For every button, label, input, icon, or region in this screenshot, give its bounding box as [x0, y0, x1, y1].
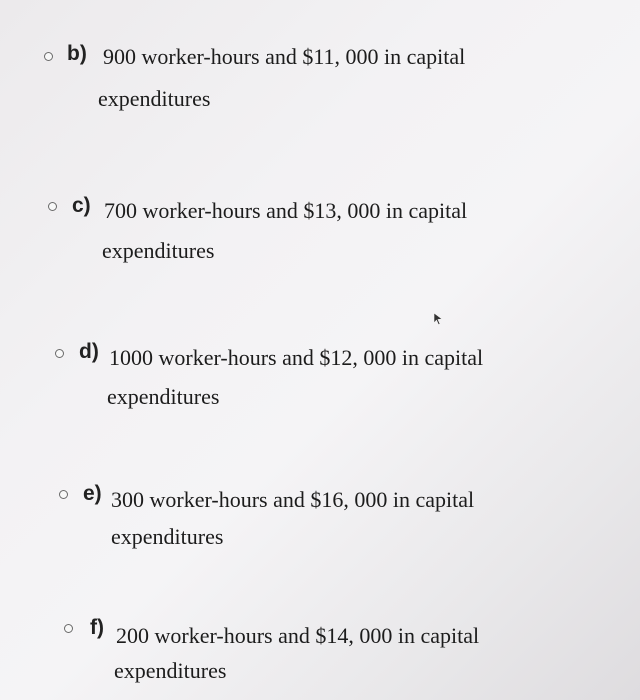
radio-button-e[interactable]	[59, 490, 68, 499]
radio-button-d[interactable]	[55, 349, 64, 358]
option-text-c-line2: expenditures	[102, 238, 215, 263]
option-letter-f: f)	[90, 616, 104, 639]
option-letter-b: b)	[67, 42, 87, 65]
option-text-b-line1: 900 worker-hours and $11, 000 in capital	[103, 44, 466, 69]
option-text-f-line2: expenditures	[114, 658, 227, 683]
option-letter-e: e)	[83, 482, 102, 505]
option-text-c-line1: 700 worker-hours and $13, 000 in capital	[104, 198, 468, 223]
option-text-f-line1: 200 worker-hours and $14, 000 in capital	[116, 623, 480, 648]
radio-button-f[interactable]	[64, 624, 73, 633]
option-text-e-line2: expenditures	[111, 524, 224, 549]
option-text-d-line1: 1000 worker-hours and $12, 000 in capital	[109, 345, 484, 370]
option-text-e-line1: 300 worker-hours and $16, 000 in capital	[111, 487, 475, 512]
arrow-cursor-icon	[432, 312, 444, 326]
option-text-d-line2: expenditures	[107, 384, 220, 409]
radio-button-b[interactable]	[44, 52, 53, 61]
option-letter-c: c)	[72, 194, 91, 217]
option-letter-d: d)	[79, 340, 99, 363]
option-text-b-line2: expenditures	[98, 86, 211, 111]
radio-button-c[interactable]	[48, 202, 57, 211]
